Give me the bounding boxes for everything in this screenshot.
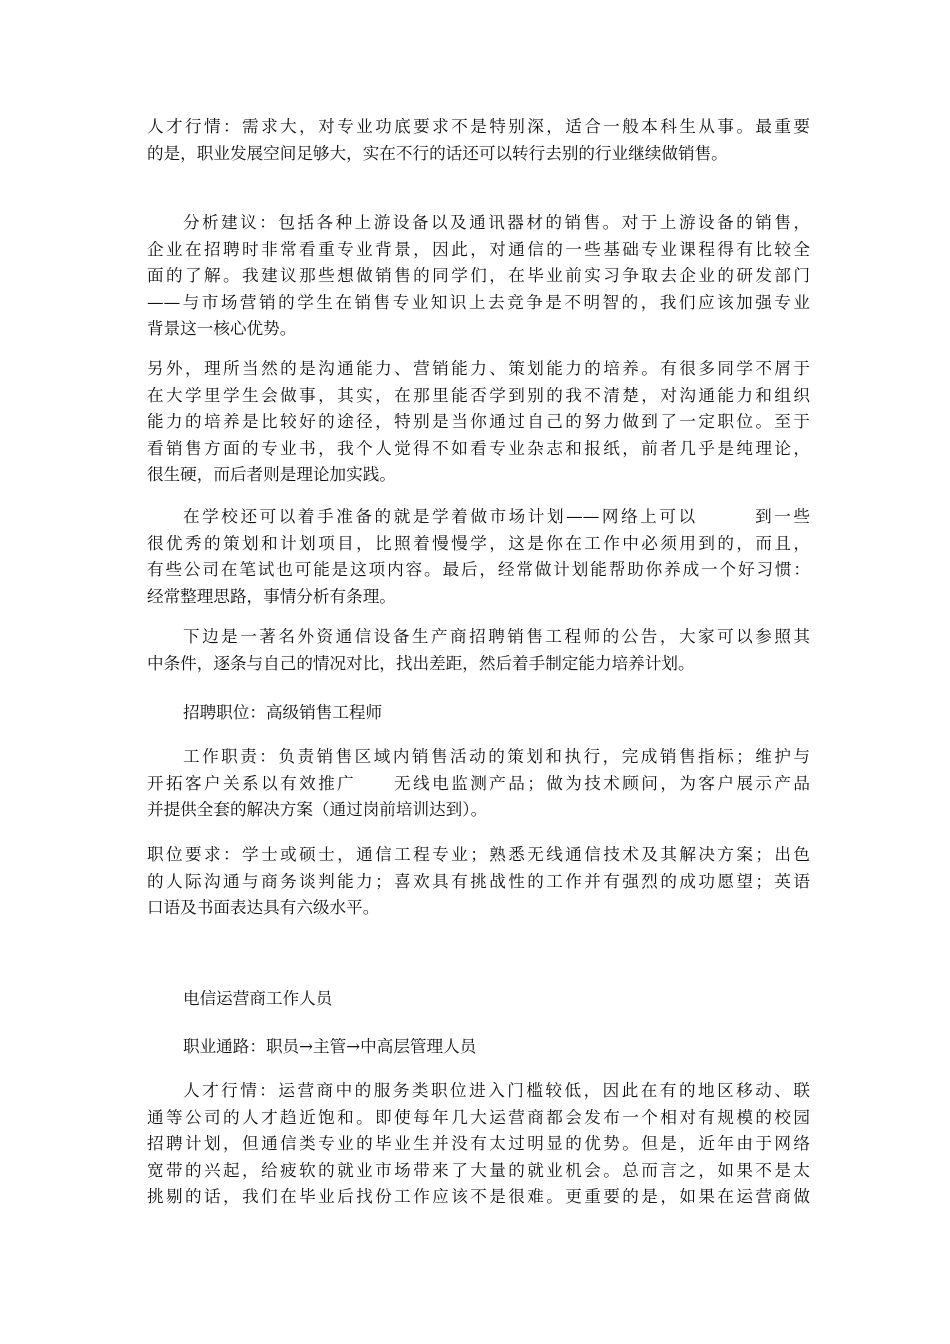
- text-line: 并提供全套的解决方案（通过岗前培训达到）。: [147, 800, 488, 819]
- text-line: 招聘计划，但通信类专业的毕业生并没有太过明显的优势。但是，近年由于网络: [147, 1134, 810, 1153]
- text-line: 下边是一著名外资通信设备生产商招聘销售工程师的公告，大家可以参照其: [183, 627, 810, 646]
- text-line: 很优秀的策划和计划项目，比照着慢慢学，这是你在工作中必须用到的，而且，: [147, 533, 810, 553]
- paragraph-talent-market-operator: [147, 1078, 810, 1211]
- text-line: 企业在招聘时非常看重专业背景，因此，对通信的一些基础专业课程得有比较全: [147, 239, 810, 259]
- text-line: 有些公司在笔试也可能是这项内容。最后，经常做计划能帮助你养成一个好习惯：: [147, 560, 810, 579]
- text-line: 分析建议：包括各种上游设备以及通讯器材的销售。对于上游设备的销售，: [183, 213, 810, 232]
- paragraph-job-posting-intro: [147, 624, 810, 677]
- paragraph-career-path: [147, 1034, 810, 1061]
- text-line: 的是，职业发展空间足够大，实在不行的话还可以转行去别的行业继续做销售。: [147, 143, 728, 163]
- text-line: 挑剔的话，我们在毕业后找份工作应该不是很难。更重要的是，如果在运营商做: [147, 1187, 810, 1206]
- text-line: 在大学里学生会做事，其实，在那里能否学到别的我不清楚，对沟通能力和组织: [147, 385, 810, 405]
- text-line: 背景这一核心优势。: [147, 319, 297, 338]
- text-line: 经常整理思路，事情分析有条理。: [147, 586, 396, 606]
- text-line: 面的了解。我建议那些想做销售的同学们，在毕业前实习争取去企业的研发部门: [147, 266, 810, 285]
- text-line: 人才行情：需求大，对专业功底要求不是特别深，适合一般本科生从事。最重要: [147, 117, 810, 136]
- text-line: 工作职责：负责销售区域内销售活动的策划和执行，完成销售指标；维护与: [183, 747, 810, 766]
- paragraph-job-duties: [147, 744, 810, 824]
- text-line: 的人际沟通与商务谈判能力；喜欢具有挑战性的工作并有强烈的成功愿望；英语: [147, 871, 810, 891]
- text-line: 中条件，逐条与自己的情况对比，找出差距，然后着手制定能力培养计划。: [147, 653, 695, 673]
- text-line: ——与市场营销的学生在销售专业知识上去竞争是不明智的，我们应该加强专业: [147, 292, 810, 312]
- text-line: 很生硬，而后者则是理论加实践。: [147, 465, 396, 484]
- text-line: 另外，理所当然的是沟通能力、营销能力、策划能力的培养。有很多同学不屑于: [147, 359, 810, 378]
- text-line: 看销售方面的专业书，我个人觉得不如看专业杂志和报纸，前者几乎是纯理论，: [147, 438, 810, 458]
- paragraph-talent-market-sales: [147, 114, 810, 167]
- paragraph-analysis-advice: [147, 210, 810, 343]
- text-line: 口语及书面表达具有六级水平。: [147, 898, 380, 917]
- text-line: 开拓客户关系以有效推广 无线电监测产品；做为技术顾问，为客户展示产品: [147, 773, 810, 793]
- text-line: 招聘职位：高级销售工程师: [183, 703, 383, 722]
- section-heading-telecom-operator: [147, 986, 810, 1013]
- paragraph-job-position: [147, 700, 810, 727]
- text-line: 在学校还可以着手准备的就是学着做市场计划——网络上可以 到一些: [183, 507, 810, 526]
- text-line: 能力的培养是比较好的途径，特别是当你通过自己的努力做到了一定职位。至于: [147, 412, 810, 431]
- text-line: 人才行情：运营商中的服务类职位进入门槛较低，因此在有的地区移动、联: [183, 1081, 810, 1100]
- text-line: 电信运营商工作人员: [183, 989, 333, 1008]
- paragraph-market-plan: [147, 504, 810, 610]
- paragraph-communication-skills: [147, 356, 810, 489]
- text-line: 职位要求：学士或硕士，通信工程专业；熟悉无线通信技术及其解决方案；出色: [147, 845, 810, 864]
- text-line: 通等公司的人才趋近饱和。即使每年几大运营商都会发布一个相对有规模的校园: [147, 1107, 810, 1127]
- text-line: 宽带的兴起，给疲软的就业市场带来了大量的就业机会。总而言之，如果不是太: [147, 1160, 810, 1180]
- text-line: 职业通路：职员→主管→中高层管理人员: [183, 1037, 477, 1056]
- paragraph-job-requirements: [147, 842, 810, 922]
